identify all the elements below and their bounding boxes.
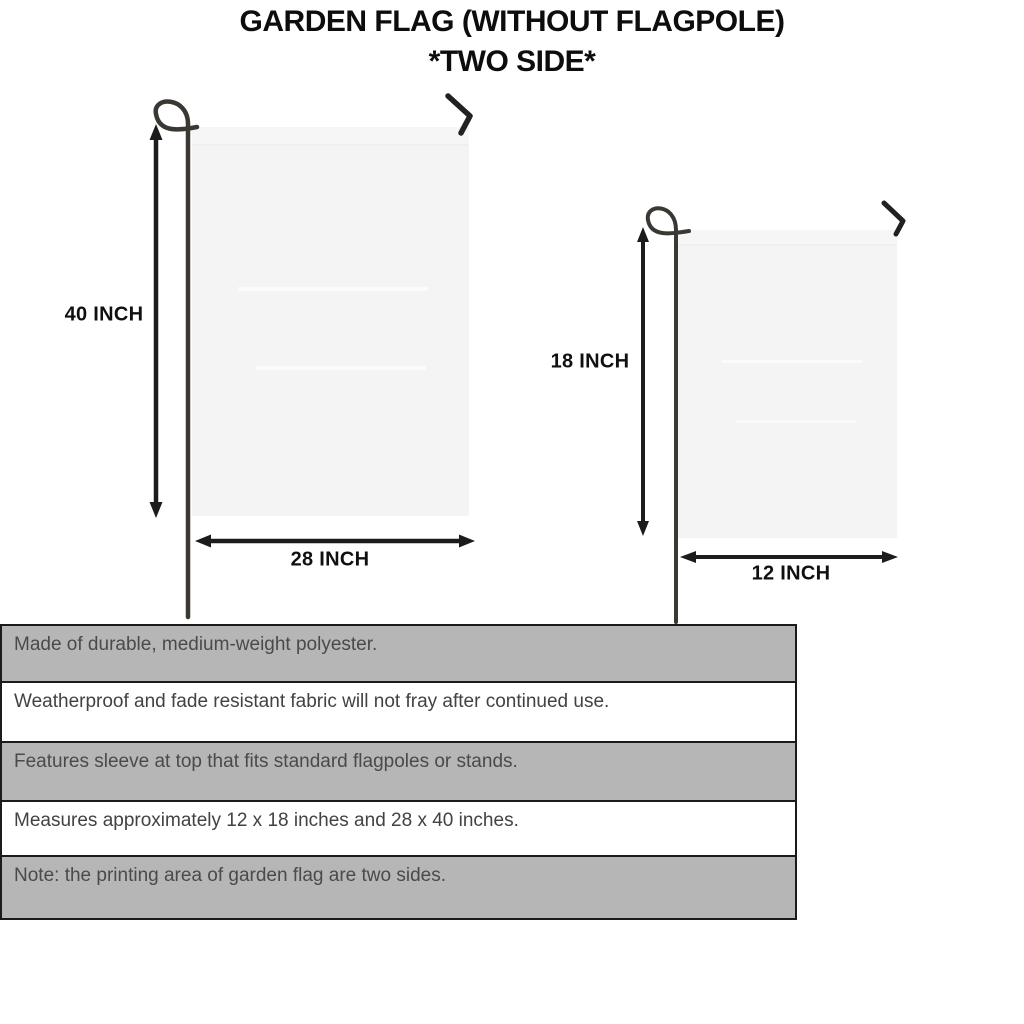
- large-flag-fabric: [192, 127, 469, 516]
- large-flag: [150, 96, 476, 617]
- page-title: GARDEN FLAG (WITHOUT FLAGPOLE): [239, 5, 785, 38]
- large-flag-sleeve: [192, 127, 469, 144]
- small-flag-width-arrow: [680, 551, 898, 563]
- feature-row-weatherproof: [2, 683, 795, 743]
- feature-row-material: [2, 626, 795, 683]
- small-flag-fabric-streak: [722, 360, 862, 363]
- small-flag-sleeve: [678, 230, 897, 244]
- small-flag-height-arrow: [637, 227, 649, 536]
- small-flag: [637, 203, 903, 622]
- small-flag-height-label: 18 INCH: [550, 350, 630, 373]
- small-flag-fabric: [678, 230, 897, 538]
- page-subtitle: *TWO SIDE*: [428, 45, 596, 78]
- feature-row-note: [2, 857, 795, 918]
- large-flag-height-label: 40 INCH: [64, 303, 144, 326]
- small-flag-fabric-streak: [736, 420, 856, 423]
- feature-text: Made of durable, medium-weight polyester.: [14, 634, 378, 655]
- feature-text: Measures approximately 12 x 18 inches and 28 x 40 inches.: [14, 810, 519, 831]
- large-flag-fabric-streak: [256, 366, 426, 370]
- feature-row-measurements: [2, 802, 795, 857]
- small-flag-hanger-hook-icon: [884, 203, 903, 234]
- features-table: [0, 624, 797, 920]
- large-flag-width-arrow: [195, 535, 475, 548]
- large-flag-fabric-streak: [238, 287, 428, 291]
- feature-text: Features sleeve at top that fits standard flagpoles or stands.: [14, 751, 518, 772]
- large-flag-pole: [156, 102, 197, 617]
- small-flag-width-label: 12 INCH: [751, 562, 831, 585]
- large-flag-width-label: 28 INCH: [290, 548, 370, 571]
- feature-text: Note: the printing area of garden flag are two sides.: [14, 865, 446, 886]
- feature-row-sleeve: [2, 743, 795, 802]
- large-flag-height-arrow: [150, 124, 163, 518]
- feature-text: Weatherproof and fade resistant fabric will not fray after continued use.: [14, 691, 610, 712]
